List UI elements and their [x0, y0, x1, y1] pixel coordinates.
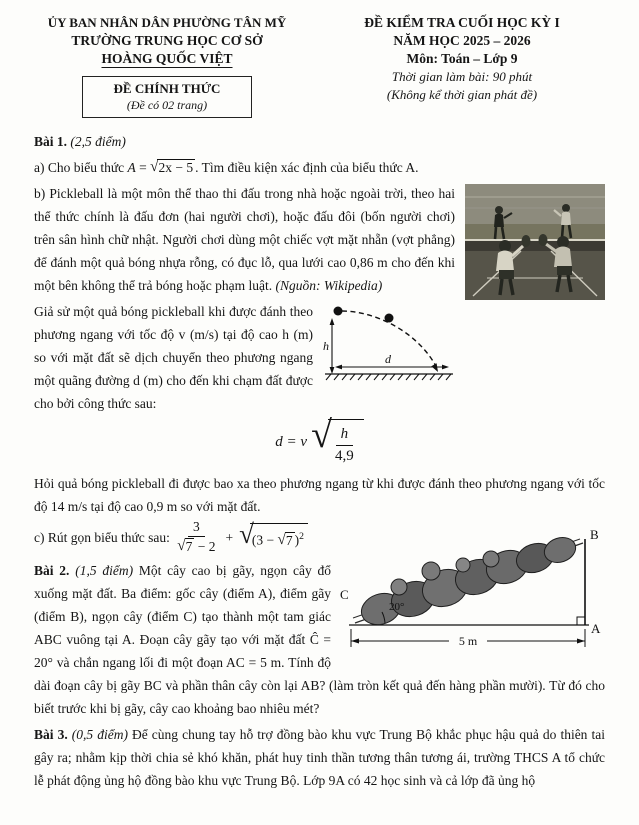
bai3-points: (0,5 điểm) — [71, 727, 128, 743]
formula-radical — [311, 414, 364, 466]
c-exponent: 2 — [299, 531, 304, 543]
bai3-paragraph — [34, 723, 605, 792]
ground-hatching — [326, 374, 451, 380]
distance-formula — [34, 414, 605, 466]
formula-denominator: 4,9 — [334, 447, 354, 464]
subject-grade: Môn: Toán – Lớp 9 — [406, 51, 518, 66]
part-a-equals: = — [135, 160, 151, 175]
c-inner-sqrt: √7 — [277, 531, 293, 548]
bai3-label: Bài 3. — [34, 727, 68, 743]
radical-sign: √ — [311, 414, 332, 456]
bai1-label: Bài 1. — [34, 134, 68, 149]
h-label: h — [323, 339, 329, 353]
duration-line: Thời gian làm bài: 90 phút — [391, 69, 533, 84]
exam-header — [34, 14, 605, 118]
exam-title: ĐỀ KIỂM TRA CUỐI HỌC KỲ I — [364, 15, 560, 30]
c-outer-radical: √ (3 − √7 )$^2$ — [239, 523, 308, 552]
point-a-label: A — [591, 620, 601, 636]
distance-label: 5 m — [458, 633, 478, 648]
pickleball-photo — [465, 184, 605, 300]
part-c-text: c) Rút gọn biểu thức sau: — [34, 529, 174, 545]
stamp-title: ĐỀ CHÍNH THỨC — [113, 81, 221, 96]
official-exam-stamp — [82, 76, 252, 118]
part-a-tail: . Tìm điều kiện xác định của biểu thức A. — [195, 160, 419, 175]
bai1-heading — [34, 130, 605, 153]
org-line-1: ỦY BAN NHÂN DÂN PHƯỜNG TÂN MỸ — [47, 15, 287, 30]
c-denominator-tail: − 2 — [194, 539, 216, 555]
tree-diagram-image — [339, 523, 605, 663]
exam-body — [34, 130, 605, 792]
point-c-label: C — [340, 586, 349, 602]
c-denominator-sqrt: √7 — [177, 538, 193, 555]
ball-start — [334, 307, 343, 316]
stamp-subtitle: (Đề có 02 trang) — [126, 98, 208, 112]
d-label: d — [385, 352, 391, 366]
formula-numerator: h — [336, 425, 354, 446]
exam-title-block — [319, 14, 605, 118]
bai3-text: Để cùng chung tay hỗ trợ đồng bào khu vực Trung Bộ khắc phục hậu quả do thiên tai gây ra; nhằm kịp thời chia sẻ khó khăn, phát huy tinh thần tương thân tương ái, trường THCS A tổ chức lễ phát động ủng hộ đồng bào khu vực Trung Bộ. Lớp 9A có 42 học sinh và cả lớp đã ủng hộ — [34, 727, 605, 789]
bai2-points: (1,5 điểm) — [75, 563, 134, 579]
bai2-label: Bài 2. — [34, 563, 70, 579]
angle-label: 20° — [389, 600, 405, 613]
bai1-part-a — [34, 156, 605, 179]
formula-intro-text: Giả sử một quả bóng pickleball khi được đánh theo phương ngang với tốc độ v (m/s) tại độ cao h (m) so với mặt đất sẽ dịch chuyển theo phương ngang một quãng đường d (m) cho đến khi chạm đất được cho bởi công thức sau: — [34, 304, 313, 411]
right-angle-mark — [577, 617, 585, 625]
c-frac-numerator: 3 — [188, 519, 205, 538]
school-year: NĂM HỌC 2025 – 2026 — [393, 33, 531, 48]
duration-note: (Không kể thời gian phát đề) — [386, 87, 538, 102]
part-a-variable: A — [127, 160, 136, 175]
radicand: 2x − 5 — [158, 160, 194, 175]
bai1-points: (2,5 điểm) — [70, 134, 126, 149]
plus-sign: + — [225, 529, 234, 545]
pickleball-photo-image — [465, 184, 605, 300]
part-b-source: (Nguồn: Wikipedia) — [275, 278, 383, 293]
trajectory-diagram — [323, 302, 455, 384]
part-b-text: b) Pickleball là một môn thể thao thi đấu trong nhà hoặc ngoài trời, theo hai thể thức chính là đấu đơn (hai người chơi), hoặc đấu đôi (bốn người chơi) trên sân hình chữ nhật. Người chơi dùng một chiếc vợt mặt nhẵn (vợt phẳng) để đánh một quả bóng nhựa rỗng, có đục lỗ, qua lưới cao 0,86 m cho đến khi một bên không thể trả bóng hoặc phạm luật. — [34, 186, 455, 293]
formula-lhs: d = v — [275, 433, 308, 450]
part-a-text: a) Cho biểu thức — [34, 160, 128, 175]
org-line-2: TRƯỜNG TRUNG HỌC CƠ SỞ — [71, 33, 263, 48]
trajectory-diagram-image — [323, 302, 455, 384]
issuing-org-block — [34, 14, 300, 118]
tree-diagram — [339, 523, 605, 663]
bai1-formula-intro — [34, 300, 605, 415]
bai1-part-b — [34, 182, 605, 297]
point-b-label: B — [590, 526, 599, 542]
radical-sign: √ — [150, 159, 159, 175]
bai1-part-b-question: Hỏi quả bóng pickleball đi được bao xa theo phương ngang từ khi được đánh theo phương ngang với tốc độ 14 m/s tại độ cao 0,9 m so với mặt đất. — [34, 475, 605, 514]
part-c-expression — [173, 519, 308, 557]
tree-foliage — [357, 533, 579, 629]
org-line-3: HOÀNG QUỐC VIỆT — [101, 51, 233, 66]
part-a-sqrt — [150, 159, 195, 177]
bai2-text: Một cây cao bị gãy, ngọn cây đổ xuống mặt đất. Ba điểm: gốc cây (điểm A), điểm gãy (điểm B), ngọn cây (điểm C) tạo thành một tam giác ABC vuông tại A. Đoạn cây gãy tạo với mặt đất Ĉ = 20° và chắn ngang lối đi một đoạn AC = 5 m. Tính độ dài đoạn cây bị gãy BC và phần thân cây còn lại AB? (làm tròn kết quả đến hàng phần mười). Từ đó cho biết trước khi bị gãy, cây cao khoảng bao nhiêu mét? — [34, 563, 605, 717]
